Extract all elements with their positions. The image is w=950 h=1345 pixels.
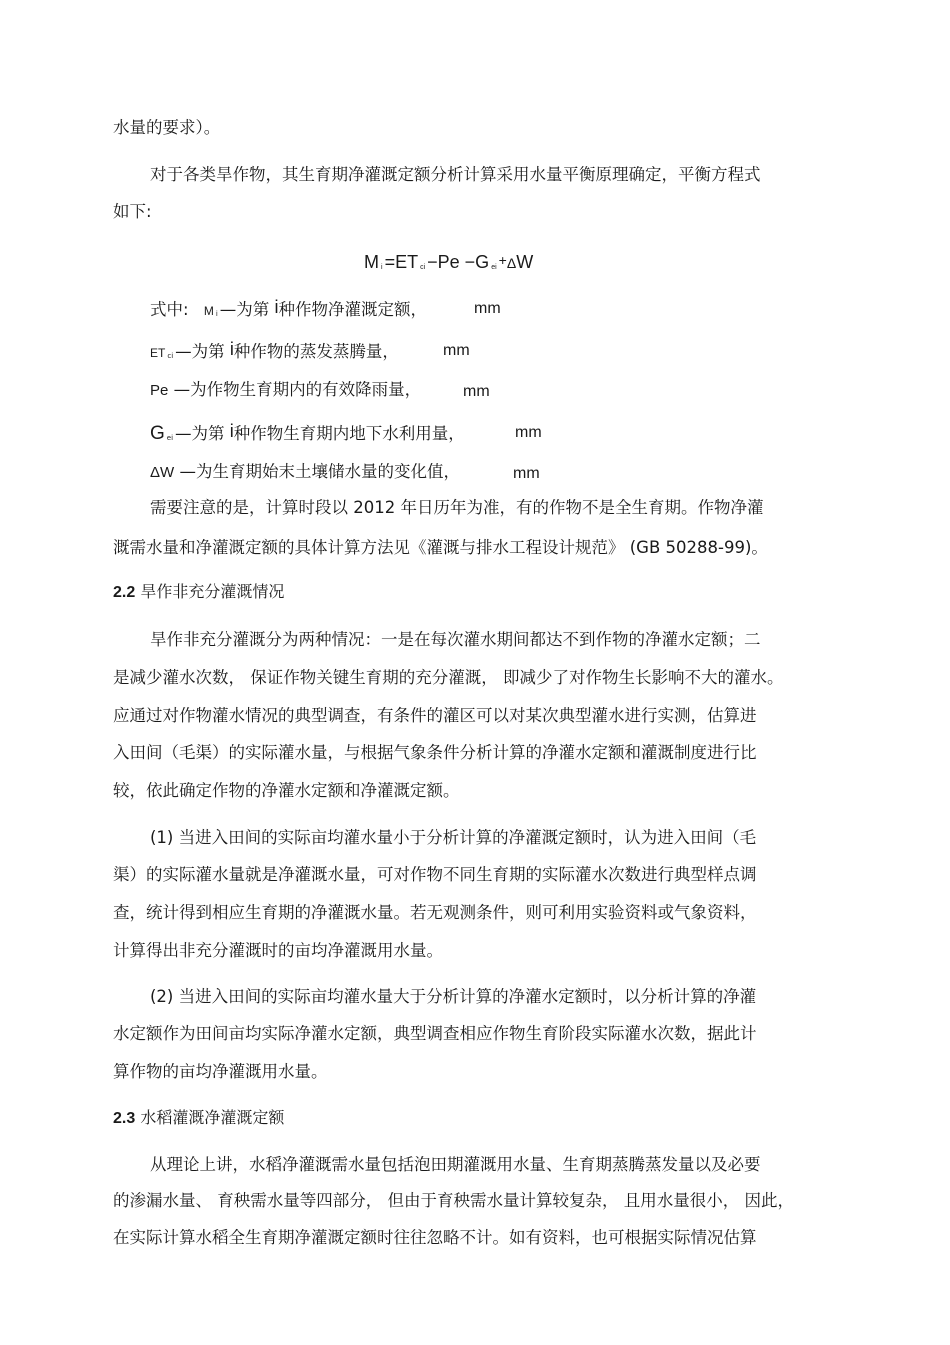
def-M-desc: —为第: [219, 300, 270, 319]
where-label: 式中:: [150, 300, 189, 319]
sym-deltaW: ΔW: [150, 464, 175, 481]
sym-i: i: [229, 339, 234, 359]
sym-G: G: [150, 423, 165, 444]
text-line: 水定额作为田间亩均实际净灌水定额，典型调查相应作物生育阶段实际灌水次数，据此计: [113, 1024, 757, 1043]
sym-G-sub: ei: [166, 434, 174, 442]
text-line: 的渗漏水量、 育秧需水量等四部分， 但由于育秧需水量计算较复杂， 且用水量很小， 因此，: [113, 1191, 794, 1210]
def-ET-desc: —为第: [175, 342, 225, 361]
unit-mm: mm: [515, 424, 542, 441]
text-line: 如下:: [113, 202, 152, 221]
text-line: 溉需水量和净灌溉定额的具体计算方法见《灌溉与排水工程设计规范》 (GB 50288-99)。: [113, 538, 768, 557]
text-line: 渠）的实际灌水量就是净灌溉水量，可对作物不同生育期的实际灌水次数进行典型样点调: [113, 865, 757, 884]
text-line: 应通过对作物灌水情况的典型调查，有条件的灌区可以对某次典型灌水进行实测，估算进: [113, 706, 757, 725]
balance-equation: [364, 249, 533, 279]
sym-ET: ET: [150, 346, 166, 360]
heading-text: 水稻灌溉净灌溉定额: [140, 1108, 285, 1127]
definition-M: [150, 297, 427, 324]
definition-W: [150, 462, 460, 483]
sym-ET-sub: ci: [167, 352, 174, 360]
sym-i: i: [274, 297, 279, 317]
text-line: (1) 当进入田间的实际亩均灌水量小于分析计算的净灌溉定额时，认为进入田间（毛: [150, 828, 757, 847]
eq-W: W: [516, 252, 534, 272]
heading-number: 2.3: [113, 1110, 136, 1127]
unit-mm: mm: [513, 465, 540, 482]
sym-M-sub: i: [215, 310, 218, 318]
unit-mm: mm: [463, 383, 490, 400]
def-Pe-desc: —为作物生育期内的有效降雨量，: [173, 380, 422, 399]
text-line: 入田间（毛渠）的实际灌水量，与根据气象条件分析计算的净灌水定额和灌溉制度进行比: [113, 743, 757, 762]
def-M-desc2: 种作物净灌溉定额，: [278, 300, 428, 319]
unit-mm: mm: [474, 300, 501, 317]
section-heading-2-3: [113, 1108, 284, 1129]
text-line: 水量的要求）。: [113, 118, 221, 137]
heading-text: 旱作非充分灌溉情况: [140, 582, 285, 601]
definition-Pe: [150, 380, 421, 401]
definition-G: [150, 421, 465, 448]
text-line: 需要注意的是，计算时段以 2012 年日历年为准，有的作物不是全生育期。作物净灌: [150, 498, 764, 517]
sym-Pe: Pe: [150, 382, 169, 399]
eq-G-sub: ei: [491, 264, 497, 271]
text-line: 从理论上讲，水稻净灌溉需水量包括泡田期灌溉用水量、生育期蒸腾蒸发量以及必要: [150, 1155, 761, 1174]
unit-mm: mm: [443, 342, 470, 359]
text-line: 较，依此确定作物的净灌水定额和净灌溉定额。: [113, 781, 460, 800]
eq-ET-sub: ci: [420, 264, 426, 271]
definition-ET: [150, 339, 399, 366]
text-line: 计算得出非充分灌溉时的亩均净灌溉用水量。: [113, 941, 443, 960]
text-line: 对于各类旱作物，其生育期净灌溉定额分析计算采用水量平衡原理确定，平衡方程式: [150, 165, 761, 184]
eq-plus: +: [498, 252, 507, 268]
eq-delta: Δ: [506, 255, 517, 271]
def-W-desc: —为生育期始末土壤储水量的变化值，: [179, 462, 460, 481]
text-line: 在实际计算水稻全生育期净灌溉定额时往往忽略不计。如有资料，也可根据实际情况估算: [113, 1228, 757, 1247]
def-G-desc2: 种作物生育期内地下水利用量，: [233, 424, 465, 443]
eq-M: M: [364, 252, 379, 272]
text-line: 旱作非充分灌溉分为两种情况：一是在每次灌水期间都达不到作物的净灌水定额；二: [150, 630, 761, 649]
text-line: 是减少灌水次数， 保证作物关键生育期的充分灌溉， 即减少了对作物生长影响不大的灌水。: [113, 668, 784, 687]
text-line: 查，统计得到相应生育期的净灌溉水量。若无观测条件，则可利用实验资料或气象资料，: [113, 903, 757, 922]
text-line: 算作物的亩均净灌溉用水量。: [113, 1062, 328, 1081]
def-G-desc: —为第: [175, 424, 225, 443]
sym-i: i: [229, 421, 234, 441]
def-ET-desc2: 种作物的蒸发蒸腾量，: [233, 342, 399, 361]
eq-mid: =ET: [384, 252, 419, 272]
eq-M-sub: i: [381, 264, 383, 271]
text-line: (2) 当进入田间的实际亩均灌水量大于分析计算的净灌水定额时，以分析计算的净灌: [150, 987, 757, 1006]
heading-number: 2.2: [113, 584, 136, 601]
sym-M: M: [203, 304, 214, 318]
section-heading-2-2: [113, 582, 284, 603]
eq-mid2: −Pe −G: [427, 252, 490, 272]
